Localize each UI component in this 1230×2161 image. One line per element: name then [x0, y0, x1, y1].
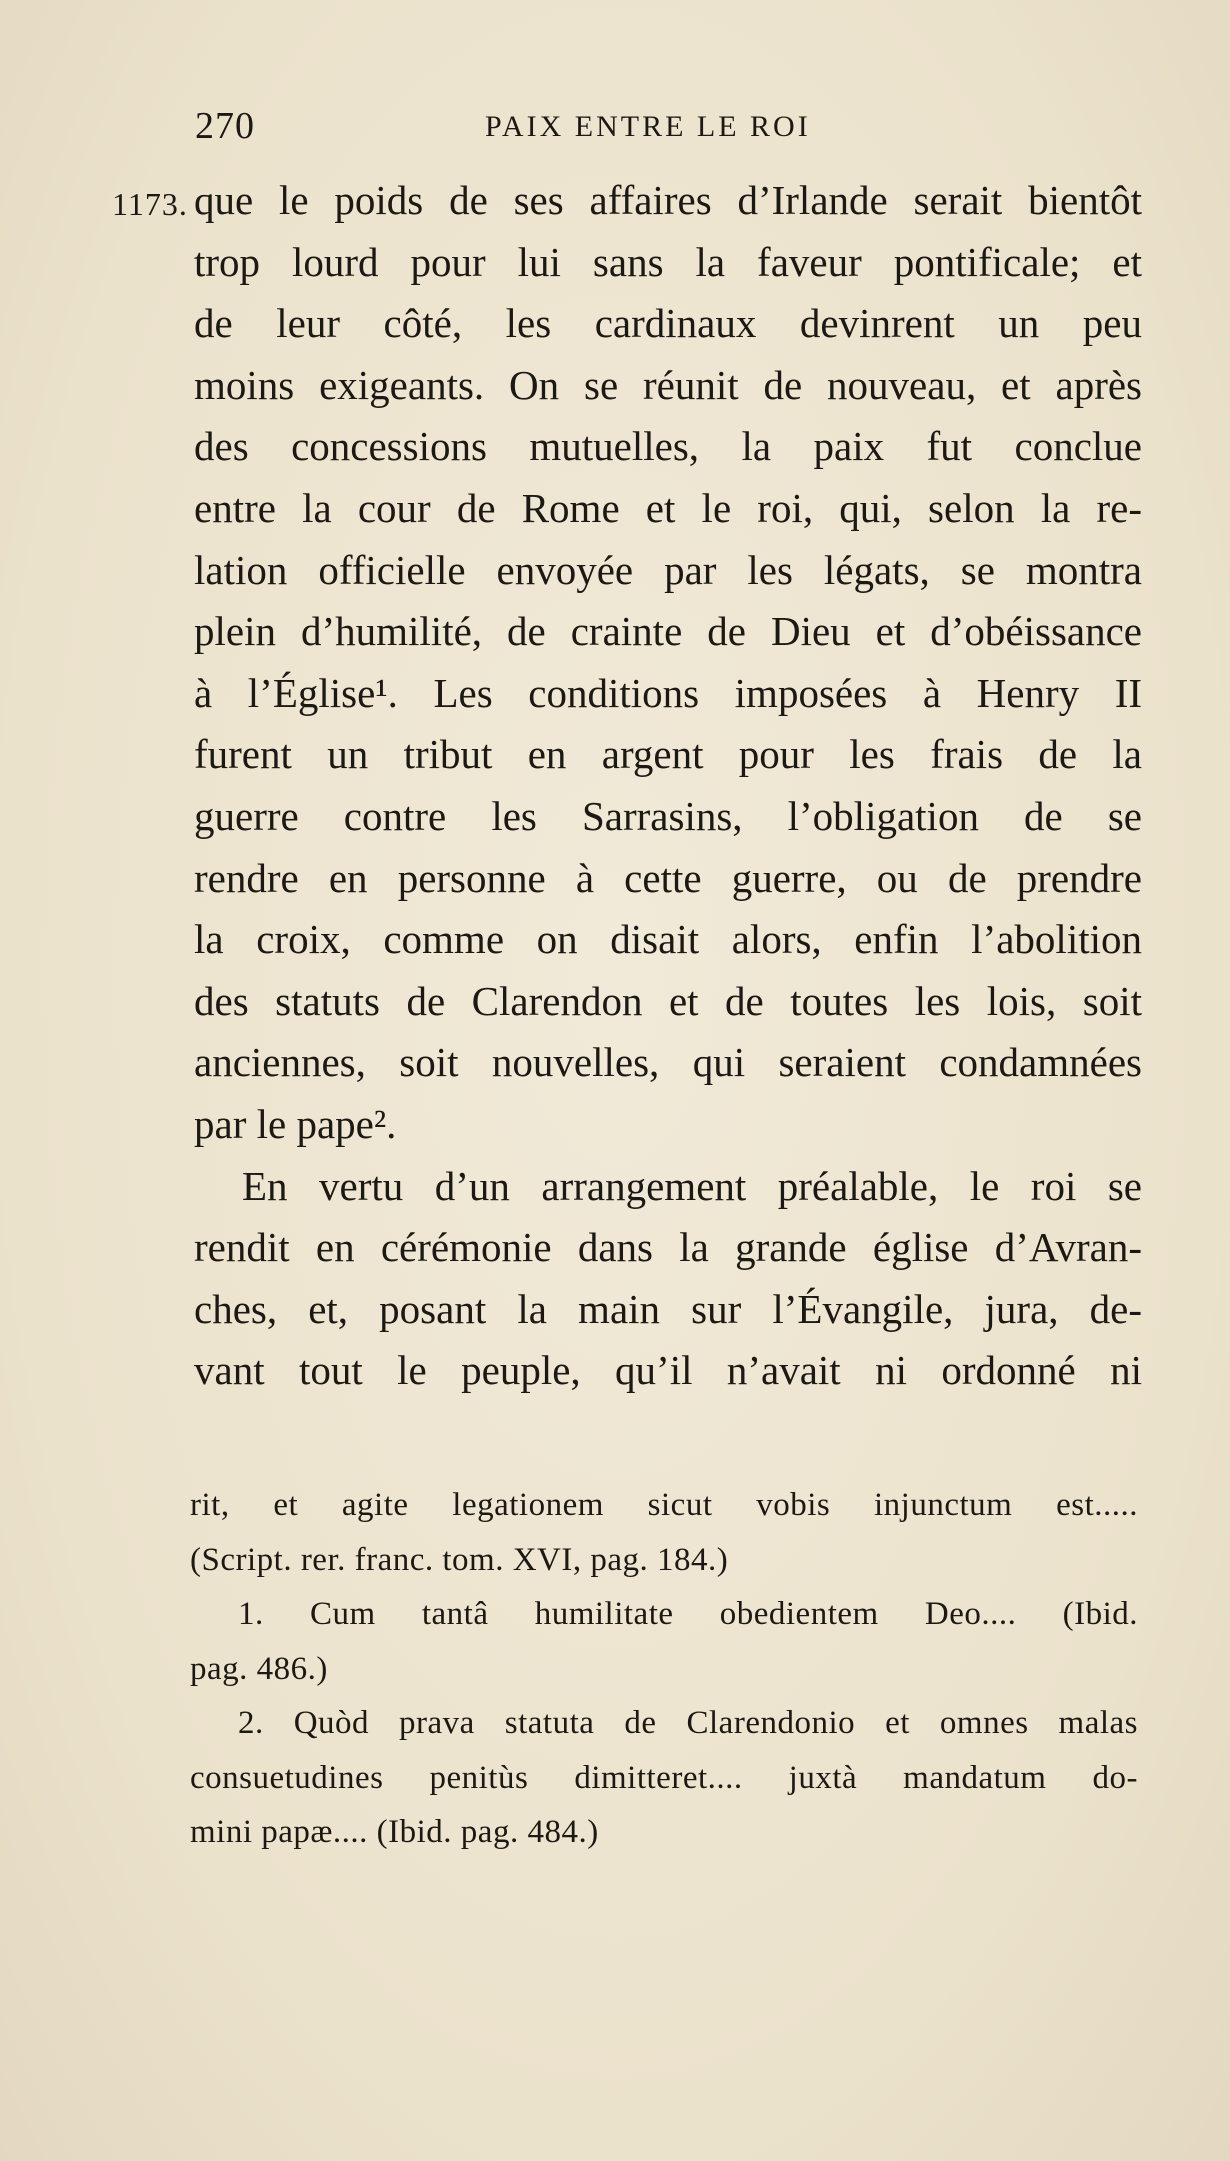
body-line: lation officielle envoyée par les légats, se montra: [194, 546, 1142, 593]
body-line: trop lourd pour lui sans la faveur pontificale; et: [194, 238, 1142, 285]
footnote-2: 2. Quòd prava statuta de Clarendonio et omnes malas: [238, 1705, 1138, 1741]
footnote-line: (Script. rer. franc. tom. XVI, pag. 184.): [190, 1541, 729, 1578]
body-line: la croix, comme on disait alors, enfin l’abolition: [194, 916, 1142, 963]
body-line: par le pape².: [194, 1100, 397, 1147]
body-line: furent un tribut en argent pour les frais de la: [194, 731, 1142, 778]
body-line: des statuts de Clarendon et de toutes les lois, soit: [194, 977, 1142, 1024]
page-number: 270: [195, 105, 255, 147]
body-line: anciennes, soit nouvelles, qui seraient condamnées: [194, 1039, 1142, 1086]
body-line: à l’Église¹. Les conditions imposées à Henry II: [194, 669, 1142, 716]
body-line: de leur côté, les cardinaux devinrent un peu: [194, 300, 1142, 347]
footnote-line: consuetudines penitùs dimitteret.... juxtà mandatum do-: [190, 1759, 1138, 1796]
footnote-1: 1. Cum tantâ humilitate obedientem Deo.... (Ibid.: [238, 1596, 1138, 1632]
body-line: moins exigeants. On se réunit de nouveau, et après: [194, 361, 1142, 408]
body-line: que le poids de ses affaires d’Irlande serait bientôt: [194, 177, 1142, 223]
body-line: vant tout le peuple, qu’il n’avait ni ordonné ni: [194, 1347, 1142, 1394]
body-line: des concessions mutuelles, la paix fut conclue: [194, 423, 1142, 470]
body-line: plein d’humilité, de crainte de Dieu et d’obéissance: [194, 608, 1142, 655]
footnotes: [190, 1478, 1138, 1860]
page-header: [195, 104, 995, 154]
body-line: rendre en personne à cette guerre, ou de prendre: [194, 854, 1142, 901]
margin-year: 1173.: [112, 186, 188, 222]
body-line: entre la cour de Rome et le roi, qui, selon la re-: [194, 484, 1142, 531]
body-line: guerre contre les Sarrasins, l’obligation de se: [194, 792, 1142, 839]
footnote-line: rit, et agite legationem sicut vobis injunctum est.....: [190, 1487, 1138, 1523]
body-line: En vertu d’un arrangement préalable, le roi se: [242, 1162, 1142, 1209]
body-line: ches, et, posant la main sur l’Évangile, jura, de-: [194, 1285, 1142, 1332]
footnote-line: pag. 486.): [190, 1650, 328, 1687]
body-text: [194, 170, 1142, 1402]
body-line: rendit en cérémonie dans la grande église d’Avran-: [194, 1224, 1142, 1271]
footnote-line: mini papæ.... (Ibid. pag. 484.): [190, 1814, 599, 1850]
running-head: PAIX ENTRE LE ROI: [485, 110, 811, 143]
